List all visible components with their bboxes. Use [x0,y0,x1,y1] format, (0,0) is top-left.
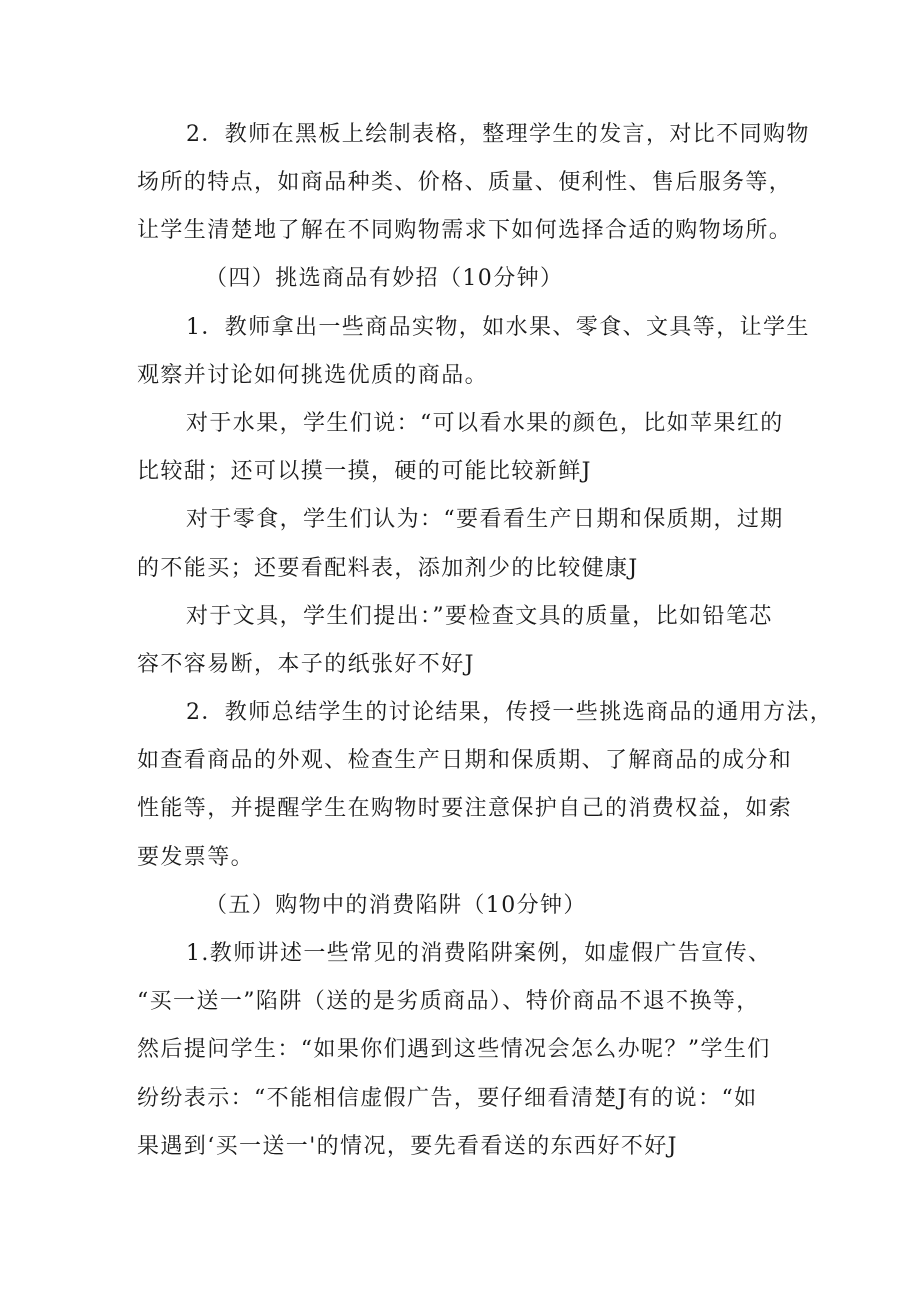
paragraph-line: 让学生清楚地了解在不同购物需求下如何选择合适的购物场所。 [137,218,793,243]
paragraph-line: 要发票等。 [137,845,255,870]
paragraph-line: 场所的特点，如商品种类、价格、质量、便利性、售后服务等， [137,170,793,195]
paragraph-line: 1．教师拿出一些商品实物，如水果、零食、文具等，让学生 [186,315,810,340]
paragraph-line: 2．教师总结学生的讨论结果，传授一些挑选商品的通用方法， [186,700,834,725]
section-heading: （四）挑选商品有妙招（10分钟） [205,266,564,291]
paragraph-line: “买一送一”陷阱（送的是劣质商品）、特价商品不退不换等， [137,989,760,1014]
paragraph-line: 对于文具，学生们提出：”要检查文具的质量，比如铅笔芯 [186,604,773,629]
paragraph-line: 2．教师在黑板上绘制表格，整理学生的发言，对比不同购物 [186,122,810,147]
paragraph-line: 性能等，并提醒学生在购物时要注意保护自己的消费权益，如索 [137,796,793,821]
paragraph-line: 纷纷表示：“不能相信虚假广告，要仔细看清楚J有的说：“如 [137,1086,758,1111]
paragraph-line: 1.教师讲述一些常见的消费陷阱案例，如虚假广告宣传、 [186,941,772,966]
paragraph-line: 的不能买；还要看配料表，添加剂少的比较健康J [137,556,639,581]
paragraph-line: 如查看商品的外观、检查生产日期和保质期、了解商品的成分和 [137,748,793,773]
section-heading: （五）购物中的消费陷阱（10分钟） [205,893,587,918]
paragraph-line: 对于零食，学生们认为：“要看看生产日期和保质期，过期 [186,507,784,532]
paragraph-line: 容不容易断，本子的纸张好不好J [137,652,475,677]
paragraph-line: 果遇到‘买一送一'的情况，要先看看送的东西好不好J [137,1134,678,1159]
paragraph-line: 观察并讨论如何挑选优质的商品。 [137,363,489,388]
paragraph-line: 比较甜；还可以摸一摸，硬的可能比较新鲜J [137,459,592,484]
paragraph-line: 然后提问学生：“如果你们遇到这些情况会怎么办呢？”学生们 [137,1037,771,1062]
paragraph-line: 对于水果，学生们说：“可以看水果的颜色，比如苹果红的 [186,411,784,436]
